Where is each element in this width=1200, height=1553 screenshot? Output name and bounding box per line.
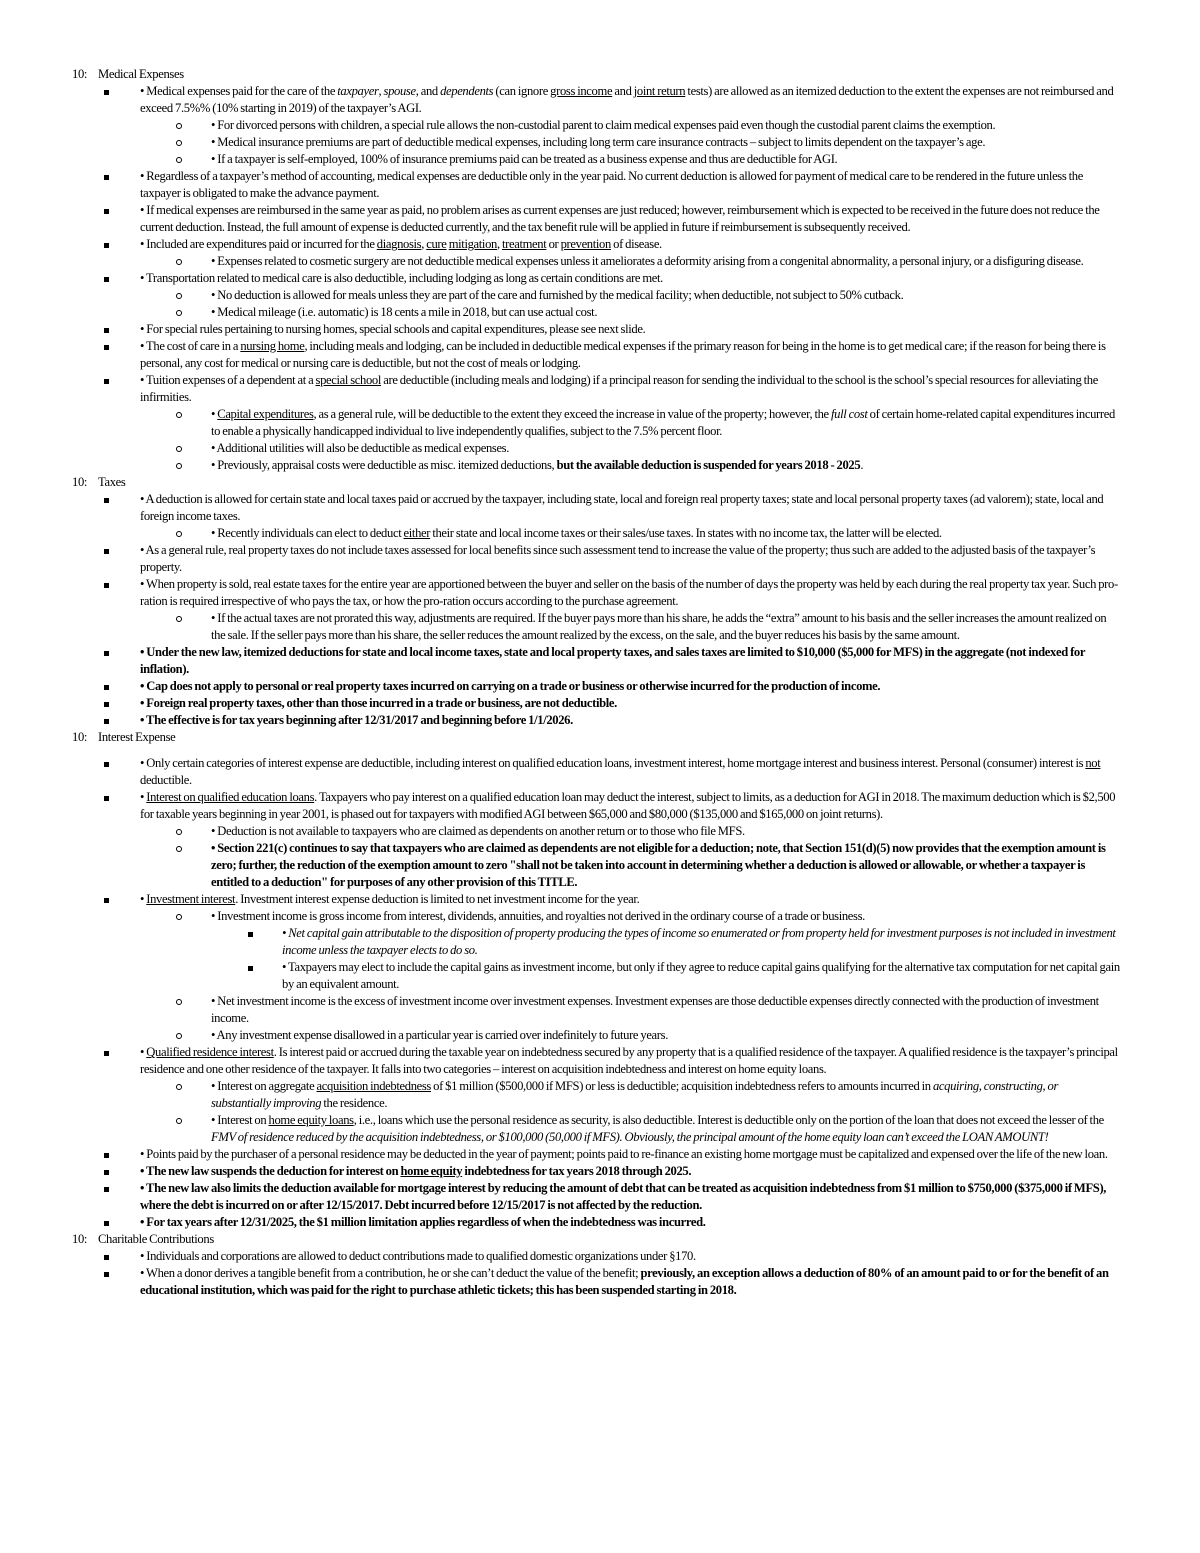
square-bullet-icon — [104, 372, 116, 389]
bullet-text — [211, 1027, 1120, 1044]
square-bullet-icon — [104, 789, 116, 806]
bullet-item-level-2 — [0, 525, 1200, 542]
text-run: • — [140, 892, 147, 906]
text-run: nursing home — [240, 339, 305, 353]
bullet-text — [140, 1265, 1120, 1299]
text-run: • The new law suspends the deduction for interest on — [140, 1164, 401, 1178]
section-heading — [0, 1231, 1200, 1248]
bullet-text — [211, 253, 1120, 270]
square-bullet-icon — [104, 695, 116, 712]
text-run: , — [378, 84, 384, 98]
text-run: • If medical expenses are reimbursed in the same year as paid, no problem arises as current expenses are just reduced; however, reimbursement which is expected to be received in the future does not reduce the current deduction. Instead, the full amount of expense is deducted currently, and the tax benefit rule will be applied in future if reimbursement is subsequently received. — [140, 203, 1100, 234]
square-bullet-icon — [104, 168, 116, 185]
bullet-text — [140, 1214, 1120, 1231]
bullet-item-level-2 — [0, 908, 1200, 925]
text-run: • A deduction is allowed for certain state and local taxes paid or accrued by the taxpayer, including state, local and foreign real property taxes; state and local personal property taxes (ad valorem); state, local and foreign income taxes. — [140, 492, 1104, 523]
bullet-text — [211, 840, 1120, 891]
text-run: of certain home-related capital expenditures incurred to enable a physically handicapped individual to live independently qualifies, subject to the 7.5% percent floor. — [211, 407, 1115, 438]
square-bullet-icon — [104, 755, 116, 772]
text-run: • As a general rule, real property taxes do not include taxes assessed for local benefits since such assessment tend to increase the value of the property; thus such are added to the adjusted basis of the taxpayer’s property. — [140, 543, 1096, 574]
bullet-item-level-1 — [0, 1044, 1200, 1078]
circle-bullet-icon — [176, 908, 188, 925]
text-run: are deductible (including meals and lodging) if a principal reason for sending the individual to the school is the school’s special resources for alleviating the infirmities. — [140, 373, 1098, 404]
square-bullet-icon — [104, 1248, 116, 1265]
section-heading — [0, 66, 1200, 83]
bullet-text — [211, 908, 1120, 925]
text-run: . Investment interest expense deduction is limited to net investment income for the year. — [235, 892, 640, 906]
text-run: prevention — [560, 237, 611, 251]
bullet-text — [211, 1112, 1120, 1146]
square-bullet-icon — [104, 644, 116, 661]
bullet-item-level-2 — [0, 134, 1200, 151]
circle-bullet-icon — [176, 840, 188, 857]
bullet-text — [211, 151, 1120, 168]
bullet-text — [140, 644, 1120, 678]
bullet-item-level-1 — [0, 372, 1200, 406]
bullet-item-level-1 — [0, 644, 1200, 678]
section-heading — [0, 474, 1200, 491]
text-run: • For special rules pertaining to nursing homes, special schools and capital expenditures, please see next slide. — [140, 322, 646, 336]
text-run: • Individuals and corporations are allowed to deduct contributions made to qualified domestic organizations under §170. — [140, 1249, 696, 1263]
text-run: , including meals and lodging, can be included in deductible medical expenses if the primary reason for being in the home is to get medical care; if the reason for being there is personal, any cost for medical or nursing care is deductible, but not the cost of meals or lodging. — [140, 339, 1106, 370]
text-run: diagnosis — [376, 237, 422, 251]
bullet-text — [211, 993, 1120, 1027]
text-run: special school — [315, 373, 382, 387]
circle-bullet-icon — [176, 134, 188, 151]
text-run: joint return — [633, 84, 686, 98]
text-run: either — [403, 526, 431, 540]
text-run: treatment — [501, 237, 547, 251]
text-run: of disease. — [610, 237, 662, 251]
text-run: • Foreign real property taxes, other than those incurred in a trade or business, are not deductible. — [140, 696, 617, 710]
text-run: • Included are expenditures paid or incurred for the — [140, 237, 377, 251]
text-run: Capital expenditures — [217, 407, 314, 421]
bullet-item-level-1 — [0, 491, 1200, 525]
square-bullet-icon — [104, 712, 116, 729]
square-bullet-icon — [104, 1214, 116, 1231]
square-bullet-icon — [104, 270, 116, 287]
text-run: • Interest on aggregate — [211, 1079, 317, 1093]
bullet-text — [140, 695, 1120, 712]
bullet-text — [140, 1248, 1120, 1265]
bullet-text — [140, 1180, 1120, 1214]
bullet-item-level-1 — [0, 83, 1200, 117]
text-run: • Interest on — [211, 1113, 269, 1127]
bullet-text — [211, 610, 1120, 644]
section-number: 10: — [72, 730, 88, 744]
bullet-text — [140, 755, 1120, 789]
text-run: Investment interest — [146, 892, 236, 906]
text-run: the residence. — [321, 1096, 388, 1110]
bullet-text — [140, 678, 1120, 695]
text-run: • Regardless of a taxpayer’s method of accounting, medical expenses are deductible only in the year paid. No current deduction is allowed for payment of medical care to be rendered in the future unless the taxpayer is obligated to make the advance payment. — [140, 169, 1083, 200]
bullet-text — [140, 83, 1120, 117]
bullet-item-level-1 — [0, 755, 1200, 789]
text-run: of $1 million ($500,000 if MFS) or less is deductible; acquisition indebtedness refers to amounts incurred in — [430, 1079, 933, 1093]
bullet-item-level-1 — [0, 695, 1200, 712]
bullet-text — [140, 338, 1120, 372]
bullet-item-level-1 — [0, 1146, 1200, 1163]
text-run: • — [140, 790, 147, 804]
circle-bullet-icon — [176, 253, 188, 270]
section-title: Taxes — [98, 475, 126, 489]
text-run: • Only certain categories of interest expense are deductible, including interest on qualified education loans, investment interest, home mortgage interest and business interest. Personal (consumer) interest is — [140, 756, 1086, 770]
bullet-item-level-1 — [0, 576, 1200, 610]
bullet-text — [140, 1146, 1120, 1163]
bullet-item-level-1 — [0, 678, 1200, 695]
text-run: • Expenses related to cosmetic surgery are not deductible medical expenses unless it ameliorates a deformity arising from a congenital abnormality, a personal injury, or a disfiguring disease. — [211, 254, 1084, 268]
text-run: • Deduction is not available to taxpayers who are claimed as dependents on another return or to those who file MFS. — [211, 824, 745, 838]
section-number: 10: — [72, 67, 88, 81]
bullet-text — [140, 202, 1120, 236]
text-run: • Net capital gain attributable to the disposition of property producing the types of income so enumerated or from property held for investment purposes is not included in investment income unless the taxpayer elects to do so. — [282, 926, 1116, 957]
circle-bullet-icon — [176, 406, 188, 423]
square-bullet-icon — [104, 321, 116, 338]
bullet-item-level-2 — [0, 1112, 1200, 1146]
bullet-text — [211, 406, 1120, 440]
bullet-text — [140, 891, 1120, 908]
circle-bullet-icon — [176, 304, 188, 321]
bullet-text — [140, 321, 1120, 338]
bullet-item-level-1 — [0, 202, 1200, 236]
section-title: Medical Expenses — [98, 67, 184, 81]
bullet-item-level-1 — [0, 270, 1200, 287]
text-run: • Investment income is gross income from interest, dividends, annuities, and royalties not derived in the ordinary course of a trade or business. — [211, 909, 865, 923]
text-run: • Tuition expenses of a dependent at a — [140, 373, 316, 387]
section-number: 10: — [72, 1232, 88, 1246]
text-run: • The cost of care in a — [140, 339, 241, 353]
bullet-item-level-1 — [0, 712, 1200, 729]
bullet-item-level-1 — [0, 1248, 1200, 1265]
section-title: Interest Expense — [98, 730, 176, 744]
text-run: • For divorced persons with children, a special rule allows the non-custodial parent to claim medical expenses paid even though the custodial parent claims the exemption. — [211, 118, 996, 132]
circle-bullet-icon — [176, 457, 188, 474]
text-run: previously, an exception allows a deduction of 80% of an amount paid to or for the benefit of an educational institution, which was paid for the right to purchase athletic tickets; this has been suspended starting in 2018. — [140, 1266, 1109, 1297]
text-run: • Medical expenses paid for the care of the — [140, 84, 338, 98]
text-run: • The effective is for tax years beginning after 12/31/2017 and beginning before 1/1/2026. — [140, 713, 573, 727]
bullet-text — [140, 491, 1120, 525]
bullet-text — [140, 372, 1120, 406]
text-run: . Is interest paid or accrued during the taxable year on indebtedness secured by any property that is a qualified residence of the taxpayer. A qualified residence is the taxpayer’s principal residence and one other residence of the taxpayer. It falls into two categories – interest on acquisition indebtedness and interest on home equity loans. — [140, 1045, 1118, 1076]
bullet-item-level-2 — [0, 117, 1200, 134]
circle-bullet-icon — [176, 993, 188, 1010]
bullet-text — [140, 270, 1120, 287]
bullet-item-level-2 — [0, 287, 1200, 304]
bullet-text — [211, 457, 1120, 474]
bullet-text — [211, 287, 1120, 304]
text-run: their state and local income taxes or their sales/use taxes. In states with no income tax, the latter will be elected. — [430, 526, 942, 540]
text-run: • — [140, 1045, 147, 1059]
text-run: or — [546, 237, 561, 251]
text-run: • No deduction is allowed for meals unless they are part of the care and furnished by the medical facility; when deductible, not subject to 50% cutback. — [211, 288, 904, 302]
square-bullet-icon — [104, 1265, 116, 1282]
bullet-item-level-2 — [0, 993, 1200, 1027]
bullet-text — [211, 440, 1120, 457]
bullet-item-level-2 — [0, 304, 1200, 321]
square-bullet-icon — [104, 576, 116, 593]
circle-bullet-icon — [176, 610, 188, 627]
circle-bullet-icon — [176, 440, 188, 457]
text-run: (can ignore — [493, 84, 551, 98]
bullet-item-level-1 — [0, 542, 1200, 576]
bullet-item-level-3 — [0, 925, 1200, 959]
circle-bullet-icon — [176, 525, 188, 542]
square-bullet-icon — [104, 542, 116, 559]
text-run: . Taxpayers who pay interest on a qualified education loan may deduct the interest, subject to limits, as a deduction for AGI in 2018. The maximum deduction which is $2,500 for taxable years beginning in year 2001, is phased out for taxpayers with modified AGI between $65,000 and $80,000 ($135,000 and $165,000 on joint returns). — [140, 790, 1116, 821]
text-run: , i.e., loans which use the personal residence as security, is also deductible. Interest is deductible only on the portion of the loan that does not exceed the lesser of the — [353, 1113, 1104, 1127]
text-run: cure — [426, 237, 447, 251]
text-run: Interest on qualified education loans — [146, 790, 315, 804]
text-run: acquiring, constructing, or substantially improving — [211, 1079, 1059, 1110]
bullet-text — [211, 117, 1120, 134]
bullet-item-level-2 — [0, 151, 1200, 168]
bullet-item-level-1 — [0, 321, 1200, 338]
text-run: • Medical mileage (i.e. automatic) is 18 cents a mile in 2018, but can use actual cost. — [211, 305, 598, 319]
text-run: • Under the new law, itemized deductions for state and local income taxes, state and local property taxes, and sales taxes are limited to $10,000 ($5,000 for MFS) in the aggregate (not indexed for inflation). — [140, 645, 1085, 676]
text-run: home equity loans — [268, 1113, 354, 1127]
bullet-text — [140, 712, 1120, 729]
bullet-item-level-1 — [0, 168, 1200, 202]
text-run: . — [860, 458, 864, 472]
text-run: • Cap does not apply to personal or real property taxes incurred on carrying on a trade or business or otherwise incurred for the production of income. — [140, 679, 881, 693]
text-run: • For tax years after 12/31/2025, the $1 million limitation applies regardless of when the indebtedness was incurred. — [140, 1215, 706, 1229]
document-page — [0, 66, 1200, 1299]
text-run: full cost — [830, 407, 868, 421]
text-run: , — [421, 237, 427, 251]
text-run: • If the actual taxes are not prorated this way, adjustments are required. If the buyer pays more than his share, he adds the “extra” amount to his basis and the seller increases the amount realized on the sale. If the seller pays more than his share, the seller reduces the amount realized by the excess, on the sale, and the buyer reduces his basis by the same amount. — [211, 611, 1107, 642]
text-run: • Transportation related to medical care is also deductible, including lodging as long as certain conditions are met. — [140, 271, 663, 285]
text-run: • Medical insurance premiums are part of deductible medical expenses, including long term care insurance contracts – subject to limits dependent on the taxpayer’s age. — [211, 135, 986, 149]
text-run: Qualified residence interest — [146, 1045, 274, 1059]
bullet-text — [140, 236, 1120, 253]
bullet-item-level-2 — [0, 253, 1200, 270]
bullet-item-level-1 — [0, 789, 1200, 823]
bullet-text — [282, 925, 1120, 959]
bullet-item-level-2 — [0, 840, 1200, 891]
square-bullet-icon — [104, 1180, 116, 1197]
square-bullet-icon — [104, 83, 116, 100]
text-run: • The new law also limits the deduction available for mortgage interest by reducing the amount of debt that can be treated as acquisition indebtedness from $1 million to $750,000 ($375,000 if MFS), where the debt is incurred on or after 12/15/2017. Debt incurred before 12/15/2017 is not affected by the reduction. — [140, 1181, 1107, 1212]
bullet-item-level-2 — [0, 1078, 1200, 1112]
text-run: acquisition indebtedness — [316, 1079, 431, 1093]
square-bullet-icon — [104, 1044, 116, 1061]
section-title: Charitable Contributions — [98, 1232, 214, 1246]
bullet-text — [140, 168, 1120, 202]
square-bullet-icon — [104, 202, 116, 219]
bullet-item-level-1 — [0, 1163, 1200, 1180]
text-run: • Additional utilities will also be deductible as medical expenses. — [211, 441, 510, 455]
text-run: tests) are allowed as an itemized deduction to the extent the expenses are not reimbursed and exceed 7.5%% (10% starting in 2019) of the taxpayer’s AGI. — [140, 84, 1114, 115]
bullet-text — [140, 1044, 1120, 1078]
circle-bullet-icon — [176, 1078, 188, 1095]
bullet-item-level-1 — [0, 236, 1200, 253]
text-run: and — [612, 84, 634, 98]
bullet-item-level-2 — [0, 610, 1200, 644]
text-run: • Recently individuals can elect to deduct — [211, 526, 404, 540]
bullet-text — [211, 823, 1120, 840]
section-number: 10: — [72, 475, 88, 489]
text-run: • — [211, 407, 218, 421]
text-run: • Net investment income is the excess of investment income over investment expenses. Investment expenses are those deductible expenses directly connected with the production of investment income. — [211, 994, 1099, 1025]
square-bullet-icon — [104, 236, 116, 253]
section-heading — [0, 729, 1200, 746]
bullet-item-level-2 — [0, 440, 1200, 457]
bullet-item-level-1 — [0, 891, 1200, 908]
bullet-item-level-1 — [0, 1265, 1200, 1299]
bullet-text — [211, 525, 1120, 542]
text-run: • Any investment expense disallowed in a particular year is carried over indefinitely to future years. — [211, 1028, 668, 1042]
bullet-text — [140, 789, 1120, 823]
text-run: • When property is sold, real estate taxes for the entire year are apportioned between the buyer and seller on the basis of the number of days the property was held by each during the real property tax year. Such pro-ration is required irrespective of who pays the tax, or how the pro-ration occurs according to the purchase agreement. — [140, 577, 1118, 608]
text-run: deductible. — [140, 773, 192, 787]
circle-bullet-icon — [176, 1027, 188, 1044]
text-run: , and — [415, 84, 441, 98]
text-run: , as a general rule, will be deductible to the extent they exceed the increase in value of the property; however, the — [313, 407, 831, 421]
text-run: • Points paid by the purchaser of a personal residence may be deducted in the year of payment; points paid to re-finance an existing home mortgage must be capitalized and expensed over the life of the new loan. — [140, 1147, 1108, 1161]
bullet-text — [140, 1163, 1120, 1180]
bullet-item-level-2 — [0, 406, 1200, 440]
bullet-item-level-2 — [0, 823, 1200, 840]
bullet-item-level-1 — [0, 1180, 1200, 1214]
square-bullet-icon — [248, 959, 260, 976]
square-bullet-icon — [248, 925, 260, 942]
circle-bullet-icon — [176, 823, 188, 840]
bullet-text — [140, 576, 1120, 610]
text-run: • When a donor derives a tangible benefit from a contribution, he or she can’t deduct the value of the benefit; — [140, 1266, 641, 1280]
text-run: not — [1085, 756, 1101, 770]
text-run: FMV of residence reduced by the acquisition indebtedness, or $100,000 (50,000 if MFS). Obviously, the principal amount of the home equity loan can’t exceed the LOAN AMOUNT! — [211, 1130, 1049, 1144]
text-run: • If a taxpayer is self-employed, 100% of insurance premiums paid can be treated as a business expense and thus are deductible for AGI. — [211, 152, 838, 166]
bullet-item-level-2 — [0, 457, 1200, 474]
circle-bullet-icon — [176, 151, 188, 168]
text-run: • Taxpayers may elect to include the capital gains as investment income, but only if they agree to reduce capital gains qualifying for the alternative tax computation for net capital gain by an equivalent amount. — [282, 960, 1120, 991]
square-bullet-icon — [104, 338, 116, 355]
text-run: • Section 221(c) continues to say that taxpayers who are claimed as dependents are not eligible for a deduction; note, that Section 151(d)(5) now provides that the exemption amount is zero; further, the reduction of the exemption amount to zero "shall not be taken into account in determining whether a deduction is allowed or allowable, or whether a taxpayer is entitled to a deduction" for purposes of any other provision of this TITLE. — [211, 841, 1106, 889]
text-run: mitigation — [448, 237, 497, 251]
bullet-item-level-2 — [0, 1027, 1200, 1044]
text-run: , — [496, 237, 502, 251]
text-run: dependents — [440, 84, 494, 98]
text-run: • Previously, appraisal costs were deductible as misc. itemized deductions, — [211, 458, 557, 472]
square-bullet-icon — [104, 891, 116, 908]
square-bullet-icon — [104, 1163, 116, 1180]
text-run: gross income — [550, 84, 613, 98]
text-run: indebtedness for tax years 2018 through 2025. — [462, 1164, 692, 1178]
circle-bullet-icon — [176, 1112, 188, 1129]
bullet-text — [282, 959, 1120, 993]
circle-bullet-icon — [176, 117, 188, 134]
bullet-item-level-1 — [0, 338, 1200, 372]
text-run: but the available deduction is suspended for years 2018 - 2025 — [556, 458, 861, 472]
bullet-text — [211, 1078, 1120, 1112]
text-run: home equity — [400, 1164, 463, 1178]
text-run: spouse — [383, 84, 416, 98]
square-bullet-icon — [104, 491, 116, 508]
bullet-text — [211, 304, 1120, 321]
square-bullet-icon — [104, 678, 116, 695]
bullet-text — [140, 542, 1120, 576]
bullet-item-level-1 — [0, 1214, 1200, 1231]
circle-bullet-icon — [176, 287, 188, 304]
bullet-item-level-3 — [0, 959, 1200, 993]
square-bullet-icon — [104, 1146, 116, 1163]
text-run: taxpayer — [337, 84, 379, 98]
bullet-text — [211, 134, 1120, 151]
